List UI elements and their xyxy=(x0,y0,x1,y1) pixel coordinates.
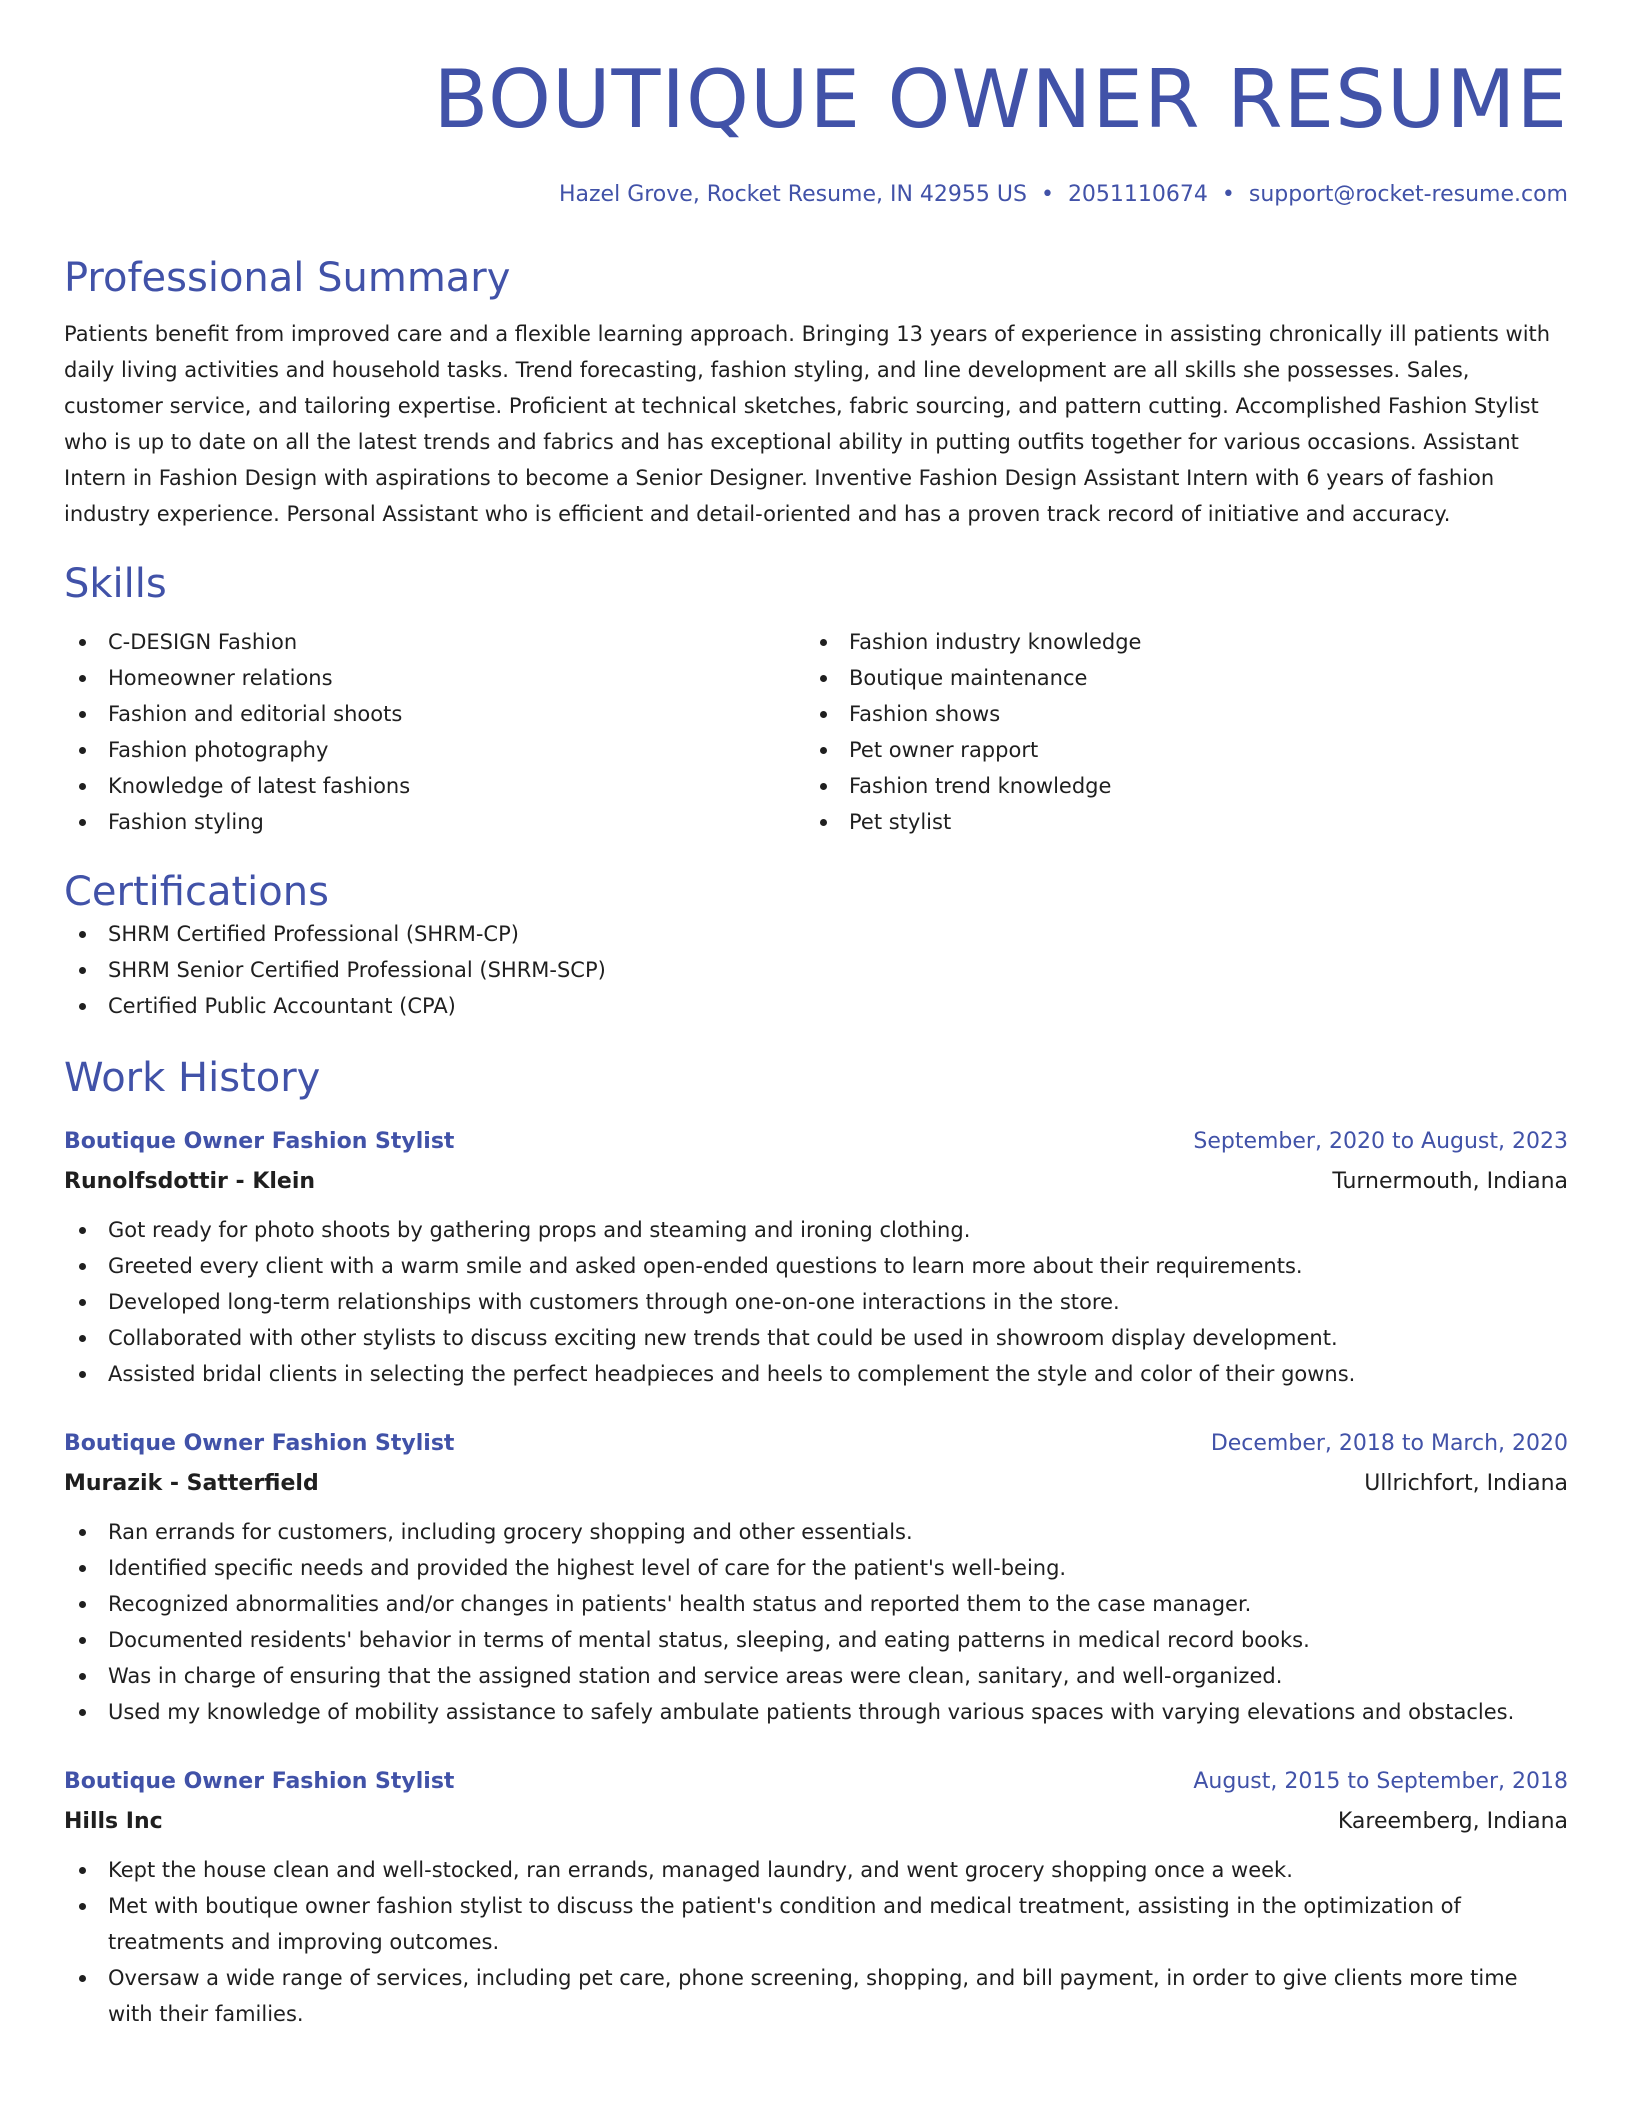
job-entry xyxy=(64,1122,1568,1392)
contact-address: Hazel Grove, Rocket Resume, IN 42955 US xyxy=(558,182,1027,207)
job-bullet: Identified specific needs and provided the highest level of care for the patient's well-being. xyxy=(64,1550,1568,1586)
job-title: Boutique Owner Fashion Stylist xyxy=(64,1431,455,1456)
certification-item: SHRM Certified Professional (SHRM-CP) xyxy=(64,916,1568,952)
job-dates: September, 2020 to August, 2023 xyxy=(1193,1129,1568,1154)
job-entry xyxy=(64,1762,1568,2032)
skill-item: Fashion styling xyxy=(64,804,805,840)
skill-item: Fashion and editorial shoots xyxy=(64,696,805,732)
job-bullet: Documented residents' behavior in terms of mental status, sleeping, and eating patterns in medical record books. xyxy=(64,1622,1568,1658)
job-bullets xyxy=(64,1212,1568,1392)
resume-page xyxy=(64,0,1568,2032)
job-bullet: Met with boutique owner fashion stylist to discuss the patient's condition and medical treatment, assisting in the optimization of treatments and improving outcomes. xyxy=(64,1888,1568,1960)
job-header-row xyxy=(64,1424,1568,1464)
resume-name: BOUTIQUE OWNER RESUME xyxy=(433,53,1568,146)
skill-item: Pet owner rapport xyxy=(805,732,1546,768)
skills-heading: Skills xyxy=(64,561,167,607)
job-header-row xyxy=(64,1122,1568,1162)
work-history-heading: Work History xyxy=(64,1055,321,1101)
job-company: Runolfsdottir - Klein xyxy=(64,1169,316,1194)
job-bullet: Developed long-term relationships with customers through one-on-one interactions in the store. xyxy=(64,1284,1568,1320)
job-bullets xyxy=(64,1852,1568,2032)
skill-item: Fashion photography xyxy=(64,732,805,768)
job-bullet: Was in charge of ensuring that the assigned station and service areas were clean, sanitary, and well-organized. xyxy=(64,1658,1568,1694)
skill-item: Boutique maintenance xyxy=(805,660,1546,696)
skill-item: Homeowner relations xyxy=(64,660,805,696)
certifications-heading: Certifications xyxy=(64,869,329,915)
job-location: Turnermouth, Indiana xyxy=(1332,1169,1568,1194)
job-company-row xyxy=(64,1464,1568,1504)
skill-item: Fashion industry knowledge xyxy=(805,624,1546,660)
certification-item: Certified Public Accountant (CPA) xyxy=(64,988,1568,1024)
contact-email: support@rocket-resume.com xyxy=(1248,182,1568,207)
skill-item: Knowledge of latest fashions xyxy=(64,768,805,804)
job-bullet: Ran errands for customers, including grocery shopping and other essentials. xyxy=(64,1514,1568,1550)
job-dates: August, 2015 to September, 2018 xyxy=(1193,1769,1568,1794)
skills-list-left xyxy=(64,624,805,840)
job-bullet: Assisted bridal clients in selecting the perfect headpieces and heels to complement the style and color of their gowns. xyxy=(64,1356,1568,1392)
job-header-row xyxy=(64,1762,1568,1802)
contact-line xyxy=(64,180,1568,210)
job-title: Boutique Owner Fashion Stylist xyxy=(64,1129,455,1154)
skill-item: C-DESIGN Fashion xyxy=(64,624,805,660)
certifications-list xyxy=(64,916,1568,1024)
skill-item: Pet stylist xyxy=(805,804,1546,840)
skill-item: Fashion shows xyxy=(805,696,1546,732)
job-company: Hills Inc xyxy=(64,1809,163,1834)
job-bullet: Recognized abnormalities and/or changes in patients' health status and reported them to the case manager. xyxy=(64,1586,1568,1622)
summary-text: Patients benefit from improved care and a flexible learning approach. Bringing 13 years of experience in assisting chronically ill patients with daily living activities and household tasks. Trend forecasting, fashion styling, and line development are all skills she possesses. Sales, customer service, and tailoring expertise. Proficient at technical sketches, fabric sourcing, and pattern cutting. Accomplished Fashion Stylist who is up to date on all the latest trends and fabrics and has exceptional ability in putting outfits together for various occasions. Assistant Intern in Fashion Design with aspirations to become a Senior Designer. Inventive Fashion Design Assistant Intern with 6 years of fashion industry experience. Personal Assistant who is efficient and detail-oriented and has a proven track record of initiative and accuracy. xyxy=(64,322,1551,526)
job-bullet: Oversaw a wide range of services, including pet care, phone screening, shopping, and bill payment, in order to give clients more time with their families. xyxy=(64,1960,1568,2032)
job-bullet: Collaborated with other stylists to discuss exciting new trends that could be used in showroom display development. xyxy=(64,1320,1568,1356)
job-bullet: Kept the house clean and well-stocked, ran errands, managed laundry, and went grocery shopping once a week. xyxy=(64,1852,1568,1888)
job-company-row xyxy=(64,1802,1568,1842)
job-entry xyxy=(64,1424,1568,1730)
job-dates: December, 2018 to March, 2020 xyxy=(1210,1431,1568,1456)
job-bullet: Used my knowledge of mobility assistance to safely ambulate patients through various spaces with varying elevations and obstacles. xyxy=(64,1694,1568,1730)
certification-item: SHRM Senior Certified Professional (SHRM-SCP) xyxy=(64,952,1568,988)
skills-list-right xyxy=(805,624,1546,840)
job-bullets xyxy=(64,1514,1568,1730)
job-bullet: Greeted every client with a warm smile and asked open-ended questions to learn more about their requirements. xyxy=(64,1248,1568,1284)
skill-item: Fashion trend knowledge xyxy=(805,768,1546,804)
contact-separator: • xyxy=(1221,182,1235,207)
skills-grid xyxy=(64,624,1568,840)
job-location: Kareemberg, Indiana xyxy=(1337,1809,1568,1834)
job-company: Murazik - Satterfield xyxy=(64,1471,319,1496)
job-location: Ullrichfort, Indiana xyxy=(1364,1471,1568,1496)
contact-phone: 2051110674 xyxy=(1067,182,1208,207)
summary-heading: Professional Summary xyxy=(64,255,511,301)
job-bullet: Got ready for photo shoots by gathering props and steaming and ironing clothing. xyxy=(64,1212,1568,1248)
job-company-row xyxy=(64,1162,1568,1202)
job-title: Boutique Owner Fashion Stylist xyxy=(64,1769,455,1794)
contact-separator: • xyxy=(1040,182,1054,207)
